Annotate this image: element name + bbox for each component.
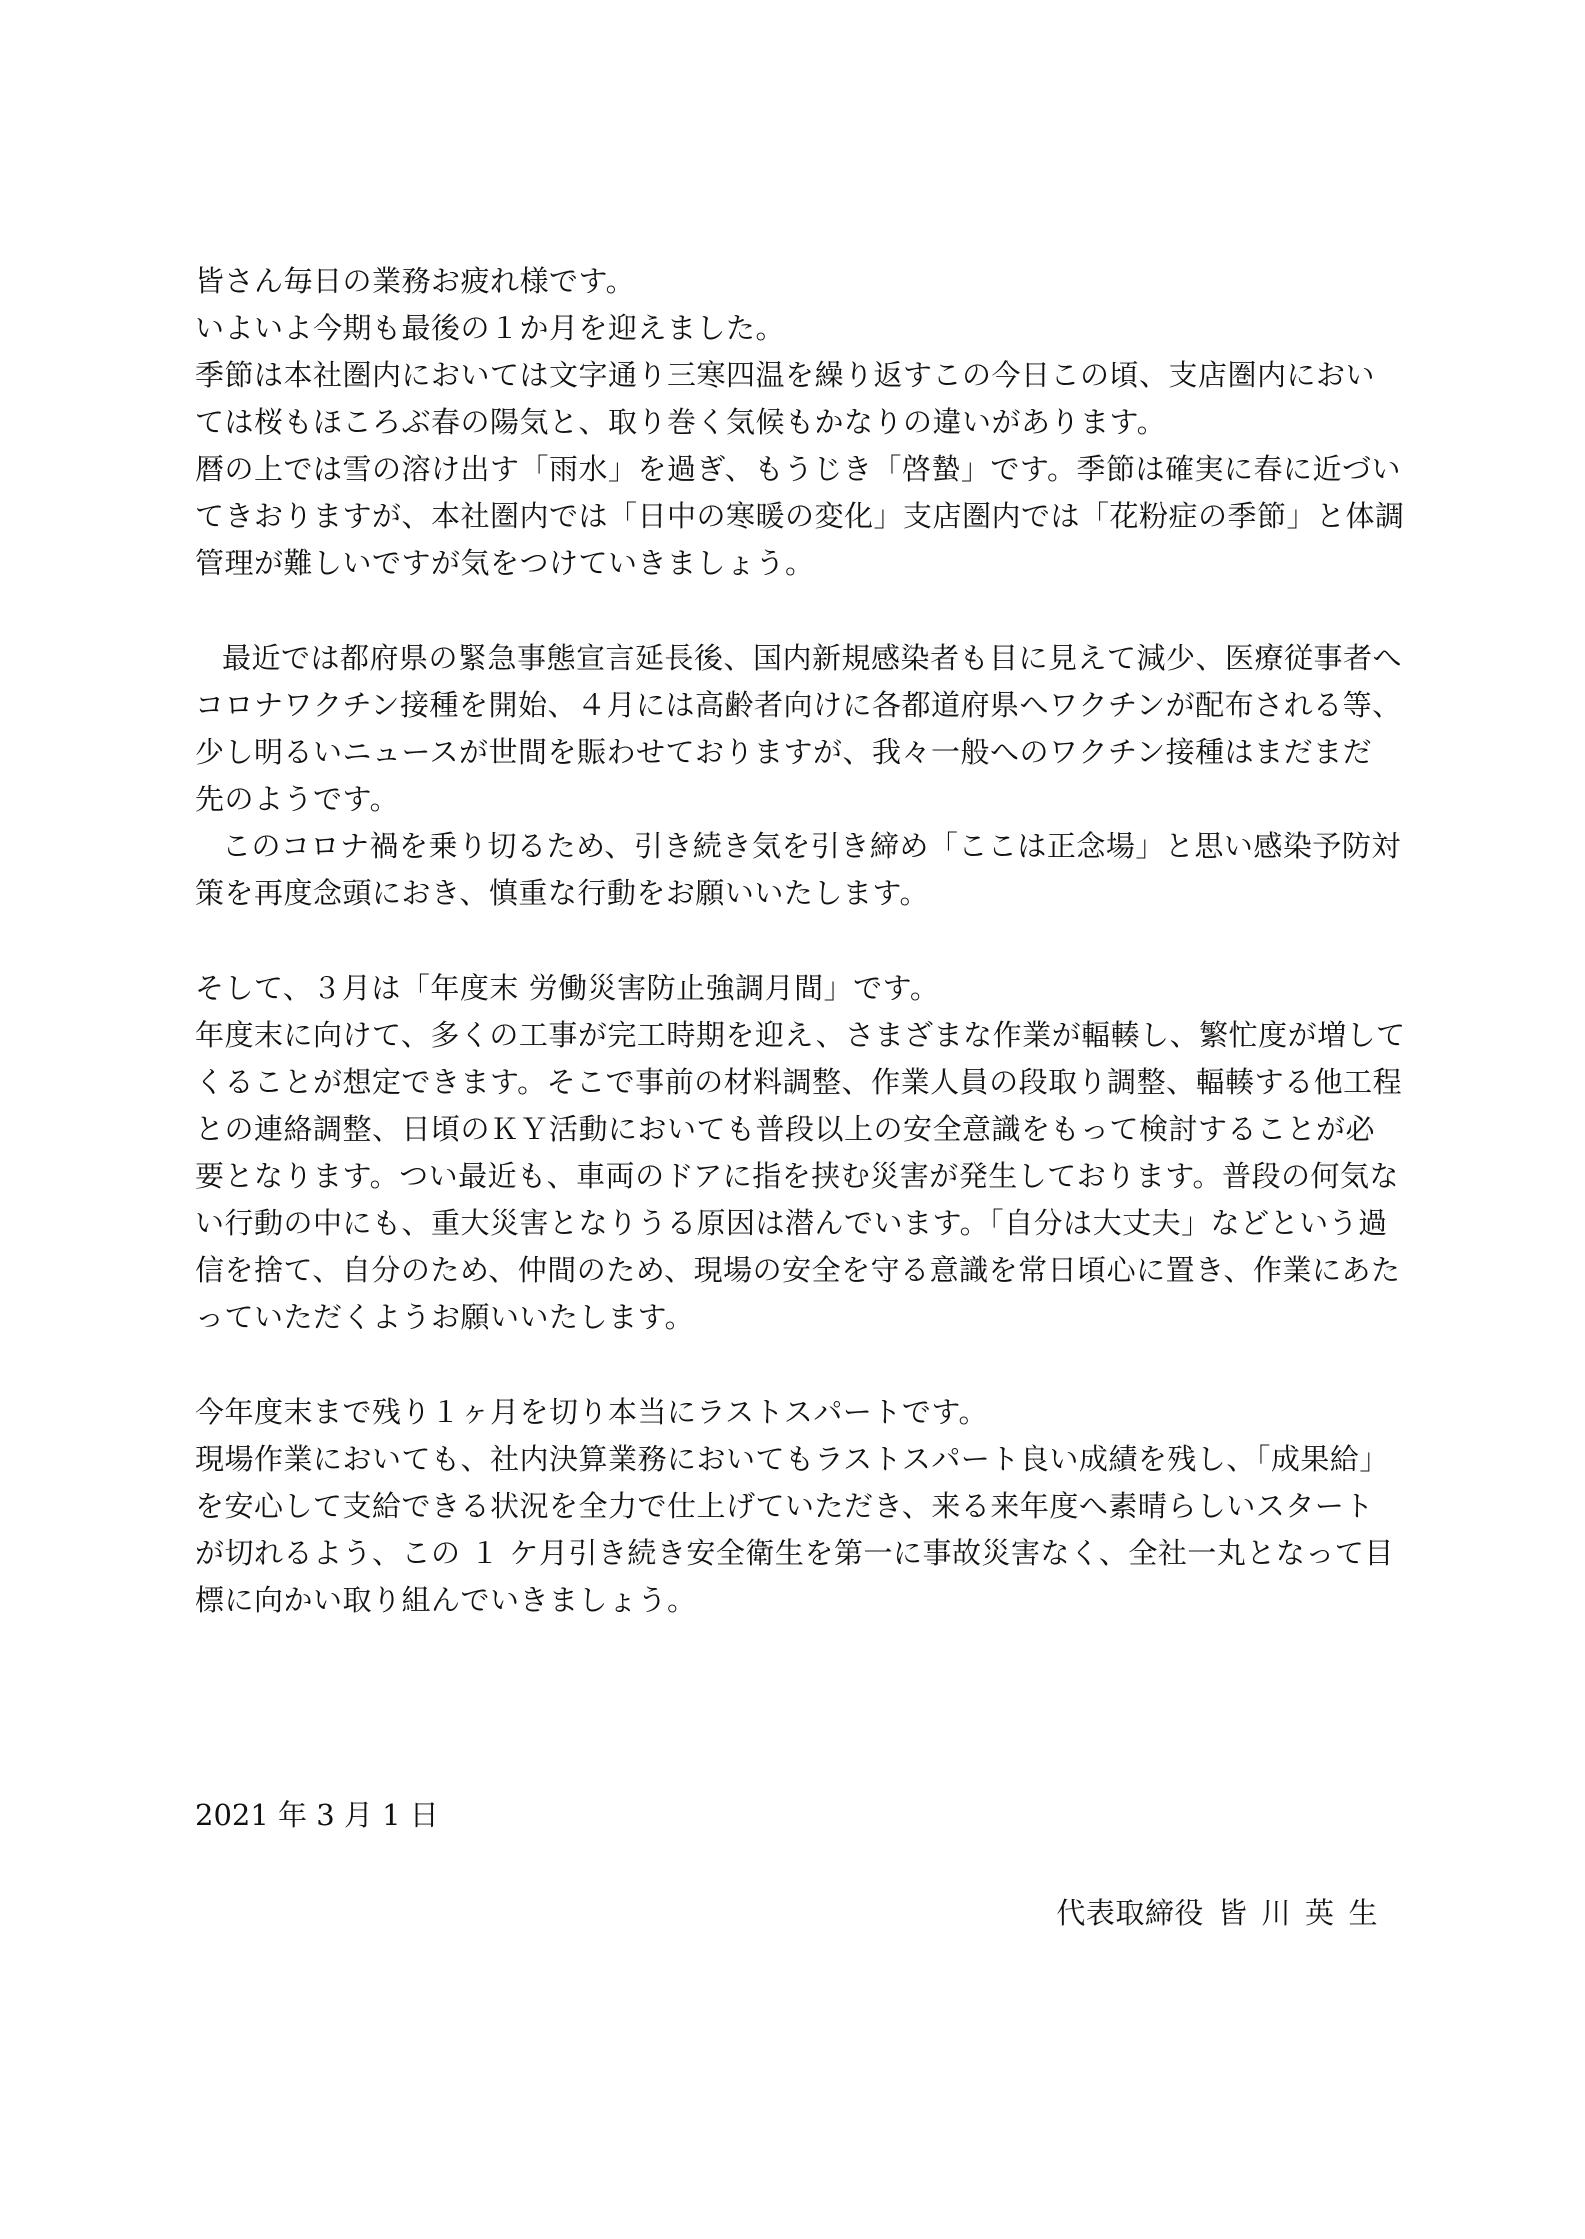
body-line: 年度末に向けて、多くの工事が完工時期を迎え、さまざまな作業が輻輳し、繁忙度が増して: [195, 1018, 1406, 1052]
body-line: との連絡調整、日頃のＫＹ活動においても普段以上の安全意識をもって検討することが必: [195, 1112, 1376, 1146]
body-line: ては桜もほころぶ春の陽気と、取り巻く気候もかなりの違いがあります。: [195, 405, 1167, 439]
paragraph-gap: [195, 917, 1395, 965]
body-line: 管理が難しいですが気をつけていきましょう。: [195, 546, 815, 580]
signature-title: 代表取締役: [1056, 1896, 1204, 1930]
signature-name-char: 英: [1304, 1896, 1335, 1930]
body-line: 要となります。つい最近も、車両のドアに指を挟む災害が発生しております。普段の何気な: [195, 1159, 1399, 1193]
body-line: 今年度末まで残り１ヶ月を切り本当にラストスパートです。: [195, 1395, 989, 1429]
signature-block: [1056, 1890, 1378, 1937]
body-line: 先のようです。: [195, 782, 400, 816]
paragraph-gap: [195, 587, 1395, 635]
body-line: 信を捨て、自分のため、仲間のため、現場の安全を守る意識を常日頃心に置き、作業にあた: [195, 1253, 1401, 1287]
body-line: を安心して支給できる状況を全力で仕上げていただき、来る来年度へ素晴らしいスタート: [195, 1489, 1374, 1523]
closing-section: [195, 1389, 1395, 1624]
signature-name-char: 川: [1261, 1896, 1291, 1930]
body-line: てきおりますが、本社圏内では「日中の寒暖の変化」支店圏内では「花粉症の季節」と体調: [195, 499, 1405, 533]
corona-section: [195, 635, 1403, 917]
signature-name-char: 皆: [1217, 1896, 1248, 1930]
body-line: 現場作業においても、社内決算業務においてもラストスパート良い成績を残し、「成果給」: [195, 1442, 1389, 1476]
body-line: 季節は本社圏内においては文字通り三寒四温を繰り返すこの今日この頃、支店圏内におい: [195, 358, 1376, 392]
paragraph-gap: [195, 1341, 1395, 1389]
body-line: このコロナ禍を乗り切るため、引き続き気を引き締め「ここは正念場」と思い感染予防対: [222, 829, 1401, 863]
body-line: 暦の上では雪の溶け出す「雨水」を過ぎ、もうじき「啓蟄」です。季節は確実に春に近づい: [195, 452, 1402, 486]
body-line: コロナワクチン接種を開始、４月には高齢者向けに各都道府県へワクチンが配布される等、: [195, 688, 1402, 722]
body-line: 最近では都府県の緊急事態宣言延長後、国内新規感染者も目に見えて減少、医療従事者へ: [222, 641, 1403, 675]
safety-section: [195, 965, 1406, 1341]
body-line: 少し明るいニュースが世間を賑わせておりますが、我々一般へのワクチン接種はまだまだ: [195, 735, 1373, 769]
document-body: [195, 258, 1406, 1624]
body-line: っていただくようお願いいたします。: [195, 1300, 695, 1334]
body-line: 標に向かい取り組んでいきましょう。: [195, 1583, 697, 1617]
document-date: 2021 年 3 月 1 日: [195, 1798, 439, 1832]
body-line: くることが想定できます。そこで事前の材料調整、作業人員の段取り調整、輻輳する他工程: [195, 1065, 1403, 1099]
body-line: 皆さん毎日の業務お疲れ様です。: [195, 264, 636, 298]
body-line: が切れるよう、この １ ケ月引き続き安全衛生を第一に事故災害なく、全社一丸となって目: [195, 1536, 1394, 1570]
body-line: そして、３月は「年度末 労働災害防止強調月間」です。: [195, 971, 940, 1005]
body-line: 策を再度念頭におき、慎重な行動をお願いいたします。: [195, 876, 930, 910]
greeting-section: [195, 258, 1405, 587]
body-line: いよいよ今期も最後の１か月を迎えました。: [195, 311, 786, 345]
signature-name-char: 生: [1348, 1896, 1378, 1930]
body-line: い行動の中にも、重大災害となりうる原因は潜んでいます。「自分は大丈夫」などという過: [195, 1206, 1388, 1240]
